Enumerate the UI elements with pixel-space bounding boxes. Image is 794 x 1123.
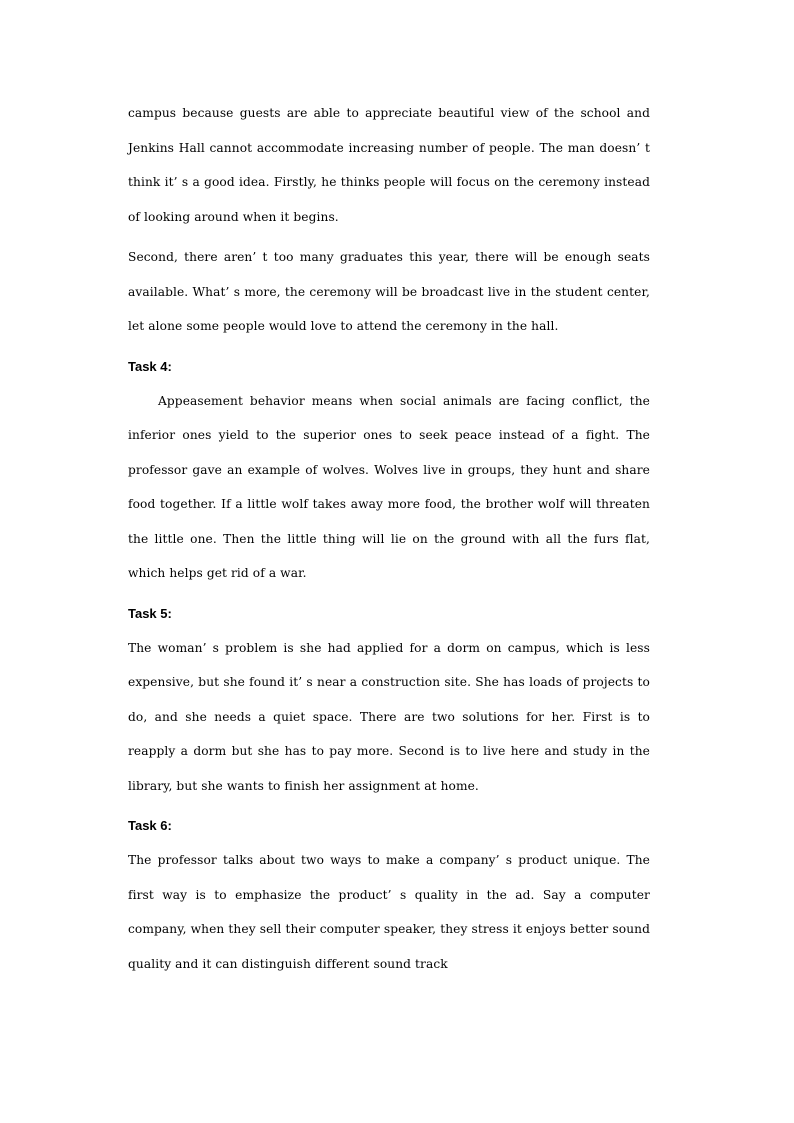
task5-heading: Task 5: — [128, 605, 172, 621]
task4-heading: Task 4: — [128, 358, 172, 374]
task6-paragraph: The professor talks about two ways to make a company’ s product unique. The first way is to emphasize the product’ s quality in the ad. Say a computer company, when they sell their computer speaker, they stress it enjoys better sound quality and it can distinguish different sound track — [128, 853, 650, 971]
document-page — [128, 96, 650, 987]
paragraph-intro-1: campus because guests are able to appreciate beautiful view of the school and Jenkins Hall cannot accommodate increasing number of people. The man doesn’ t think it’ s a good idea. Firstly, he thinks people will focus on the ceremony instead of looking around when it begins. — [128, 106, 650, 224]
paragraph-intro-2: Second, there aren’ t too many graduates this year, there will be enough seats available. What’ s more, the ceremony will be broadcast live in the student center, let alone some people would love to attend the ceremony in the hall. — [128, 250, 650, 333]
task5-paragraph: The woman’ s problem is she had applied for a dorm on campus, which is less expensive, but she found it’ s near a construction site. She has loads of projects to do, and she needs a quiet space. There are two solutions for her. First is to reapply a dorm but she has to pay more. Second is to live here and study in the library, but she wants to finish her assignment at home. — [128, 640, 650, 793]
task4-paragraph: Appeasement behavior means when social animals are facing conflict, the inferior ones yield to the superior ones to seek peace instead of a fight. The professor gave an example of wolves. Wolves live in groups, they hunt and share food together. If a little wolf takes away more food, the brother wolf will threaten the little one. Then the little thing will lie on the ground with all the furs flat, which helps get rid of a war. — [128, 393, 650, 580]
task6-heading: Task 6: — [128, 818, 172, 833]
